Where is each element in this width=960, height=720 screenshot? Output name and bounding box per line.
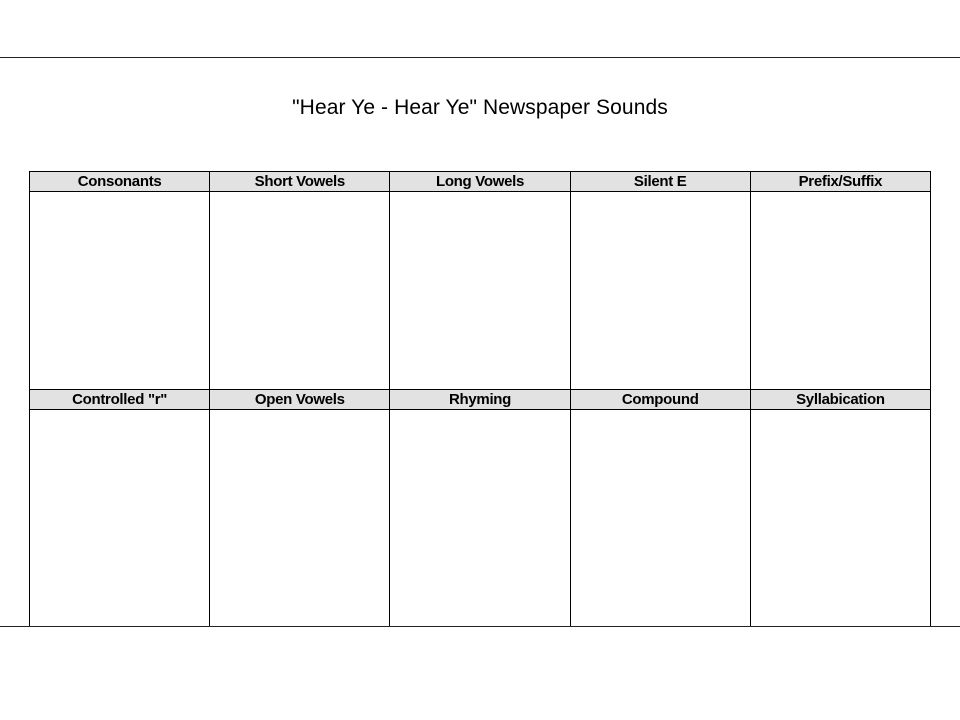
- answer-cell-rhyming[interactable]: [390, 410, 570, 626]
- header-silent-e: Silent E: [571, 172, 751, 192]
- header-consonants: Consonants: [30, 172, 210, 192]
- header-long-vowels: Long Vowels: [390, 172, 570, 192]
- header-row-2: [30, 390, 930, 410]
- header-rhyming: Rhyming: [390, 390, 570, 410]
- header-compound: Compound: [571, 390, 751, 410]
- header-controlled-r: Controlled "r": [30, 390, 210, 410]
- answer-cell-short-vowels[interactable]: [210, 192, 390, 390]
- answer-cell-syllabication[interactable]: [751, 410, 930, 626]
- page-title: "Hear Ye - Hear Ye" Newspaper Sounds: [292, 96, 668, 119]
- answer-cell-silent-e[interactable]: [571, 192, 751, 390]
- header-row-1: [30, 172, 930, 192]
- header-short-vowels: Short Vowels: [210, 172, 390, 192]
- sound-category-table: [29, 171, 931, 627]
- answer-row-1: [30, 192, 930, 390]
- answer-cell-controlled-r[interactable]: [30, 410, 210, 626]
- answer-cell-prefix-suffix[interactable]: [751, 192, 930, 390]
- bottom-rule: [0, 626, 960, 627]
- answer-cell-consonants[interactable]: [30, 192, 210, 390]
- answer-row-2: [30, 410, 930, 626]
- header-prefix-suffix: Prefix/Suffix: [751, 172, 930, 192]
- header-syllabication: Syllabication: [751, 390, 930, 410]
- top-rule: [0, 57, 960, 58]
- answer-cell-open-vowels[interactable]: [210, 410, 390, 626]
- answer-cell-long-vowels[interactable]: [390, 192, 570, 390]
- header-open-vowels: Open Vowels: [210, 390, 390, 410]
- answer-cell-compound[interactable]: [571, 410, 751, 626]
